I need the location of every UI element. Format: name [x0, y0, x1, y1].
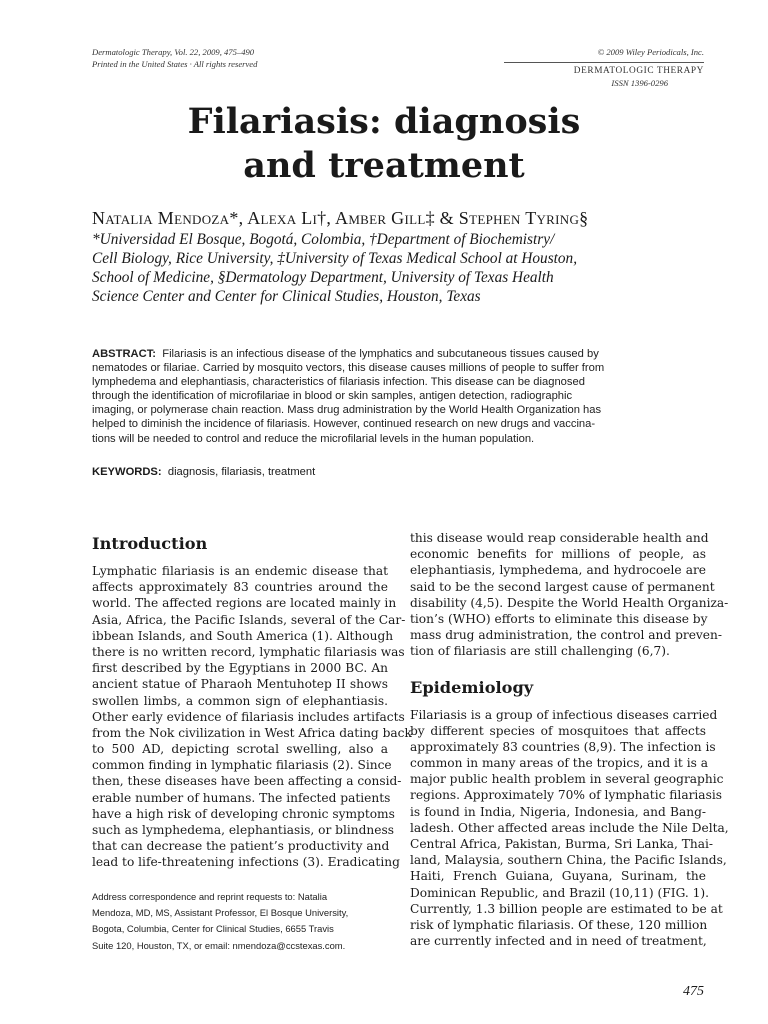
introduction-body — [92, 563, 412, 871]
citation-header — [92, 46, 257, 70]
title-line: and treatment — [243, 145, 525, 186]
text-line: then, these diseases have been affecting a consid- — [92, 774, 402, 789]
abstract-text: Filariasis is an infectious disease of the lymphatics and subcutaneous tissues caused by — [162, 348, 599, 360]
text-line: mass drug administration, the control and preven- — [410, 628, 722, 643]
text-line: ladesh. Other affected areas include the Nile Delta, — [410, 820, 729, 835]
article-title — [0, 100, 768, 188]
citation-line: Dermatologic Therapy, Vol. 22, 2009, 475–490 — [92, 47, 255, 57]
issn-number: ISSN 1396-0296 — [611, 78, 668, 88]
text-line: economic benefits for millions of people, as — [410, 547, 706, 562]
text-line: by different species of mosquitoes that affects — [410, 723, 706, 738]
text-line: is found in India, Nigeria, Indonesia, and Bang- — [410, 804, 706, 819]
author-list: Natalia Mendoza*, Alexa Li†, Amber Gill‡ & Stephen Tyring§ — [92, 208, 589, 228]
text-line: Central Africa, Pakistan, Burma, Sri Lanka, Thai- — [410, 837, 714, 851]
text-line: disability (4,5). Despite the World Health Organiza- — [410, 595, 729, 610]
abstract-label: ABSTRACT: — [92, 348, 157, 360]
text-line: affects approximately 83 countries around the — [92, 580, 388, 595]
abstract — [92, 347, 706, 446]
affiliation-line: School of Medicine, §Dermatology Department, University of Texas Health — [92, 269, 554, 286]
keywords-text: diagnosis, filariasis, treatment — [167, 466, 316, 478]
affiliations — [92, 230, 652, 306]
text-line: Asia, Africa, the Pacific Islands, several of the Car- — [92, 612, 406, 627]
text-line: common finding in lymphatic filariasis (2). Since — [92, 758, 392, 773]
text-line: erable number of humans. The infected patients — [92, 790, 391, 805]
section-heading-introduction: Introduction — [92, 534, 208, 553]
abstract-line: imaging, or polymerase chain reaction. Mass drug administration by the World Health Organization has — [92, 404, 602, 417]
text-line: there is no written record, lymphatic filariasis was — [92, 644, 405, 659]
footnote-line: Mendoza, MD, MS, Assistant Professor, El Bosque University, — [92, 907, 349, 919]
right-column — [410, 530, 729, 949]
text-line: swollen limbs, a common sign of elephantiasis. — [92, 693, 388, 708]
text-line: to 500 AD, depicting scrotal swelling, also a — [92, 742, 388, 757]
journal-header — [504, 46, 704, 89]
text-line: tion of filariasis are still challenging (6,7). — [410, 644, 670, 659]
affiliation-line: Science Center and Center for Clinical Studies, Houston, Texas — [92, 288, 481, 305]
page-number: 475 — [683, 984, 704, 999]
abstract-line: tions will be needed to control and reduce the microfilarial levels in the human population. — [92, 432, 535, 445]
text-line: common in many areas of the tropics, and it is a — [410, 756, 708, 771]
introduction-continued — [410, 530, 729, 660]
text-line: major public health problem in several geographic — [410, 772, 724, 787]
text-line: such as lymphedema, elephantiasis, or blindness — [92, 823, 394, 837]
text-line: said to be the second largest cause of permanent — [410, 579, 715, 594]
affiliation-line: Cell Biology, Rice University, ‡University of Texas Medical School at Houston, — [92, 250, 578, 267]
abstract-line: lymphedema and elephantiasis, characteristics of filariasis infection. This disease can be diagnosed — [92, 376, 585, 389]
footnote-line: Address correspondence and reprint requests to: Natalia — [92, 891, 328, 902]
text-line: Dominican Republic, and Brazil (10,11) (FIG. 1). — [410, 885, 709, 900]
affiliation-line: *Universidad El Bosque, Bogotá, Colombia, †Department of Biochemistry/ — [92, 231, 555, 248]
text-line: ibbean Islands, and South America (1). Although — [92, 628, 394, 643]
section-heading-epidemiology: Epidemiology — [410, 677, 534, 697]
keywords — [92, 465, 315, 479]
text-line: Lymphatic filariasis is an endemic disease that — [92, 564, 388, 578]
text-line: risk of lymphatic filariasis. Of these, 120 million — [410, 917, 708, 932]
text-line: have a high risk of developing chronic symptoms — [92, 806, 395, 821]
footnote-line: Suite 120, Houston, TX, or email: nmendoza@ccstexas.com. — [92, 939, 346, 951]
abstract-line: helped to diminish the incidence of filariasis. However, continued research on new drugs and vaccina- — [92, 418, 596, 431]
text-line: that can decrease the patient’s productivity and — [92, 839, 390, 854]
left-column — [92, 530, 412, 871]
text-line: from the Nok civilization in West Africa dating back — [92, 725, 412, 740]
copyright-notice: © 2009 Wiley Periodicals, Inc. — [597, 47, 704, 57]
text-line: Haiti, French Guiana, Guyana, Surinam, the — [410, 869, 706, 884]
abstract-line: through the identification of microfilariae in blood or skin samples, antigen detection, radiographic — [92, 390, 573, 403]
abstract-line: nematodes or filariae. Carried by mosquito vectors, this disease causes millions of people to suffer from — [92, 362, 605, 375]
keywords-label: KEYWORDS: — [92, 466, 162, 478]
text-line: first described by the Egyptians in 2000 BC. An — [92, 661, 388, 676]
title-line: Filariasis: diagnosis — [187, 101, 581, 142]
journal-name: DERMATOLOGIC THERAPY — [504, 62, 704, 77]
text-line: approximately 83 countries (8,9). The infection is — [410, 739, 716, 754]
text-line: elephantiasis, lymphedema, and hydrocoele are — [410, 563, 706, 578]
text-line: world. The affected regions are located mainly in — [92, 596, 397, 611]
text-line: land, Malaysia, southern China, the Pacific Islands, — [410, 853, 727, 868]
text-line: Other early evidence of filariasis includes artifacts — [92, 709, 405, 724]
epidemiology-body — [410, 707, 729, 950]
abstract-line — [92, 347, 706, 361]
text-line: Currently, 1.3 billion people are estimated to be at — [410, 901, 723, 916]
citation-line: Printed in the United States · All rights reserved — [92, 59, 258, 69]
correspondence-footnote — [92, 889, 388, 954]
text-line: Filariasis is a group of infectious diseases carried — [410, 707, 718, 722]
text-line: lead to life-threatening infections (3). Eradicating — [92, 855, 400, 870]
text-line: regions. Approximately 70% of lymphatic filariasis — [410, 788, 722, 803]
text-line: this disease would reap considerable health and — [410, 531, 709, 545]
text-line: ancient statue of Pharaoh Mentuhotep II shows — [92, 677, 388, 692]
text-line: are currently infected and in need of treatment, — [410, 934, 707, 949]
footnote-line: Bogota, Columbia, Center for Clinical Studies, 6655 Travis — [92, 923, 334, 935]
text-line: tion’s (WHO) efforts to eliminate this disease by — [410, 611, 708, 626]
